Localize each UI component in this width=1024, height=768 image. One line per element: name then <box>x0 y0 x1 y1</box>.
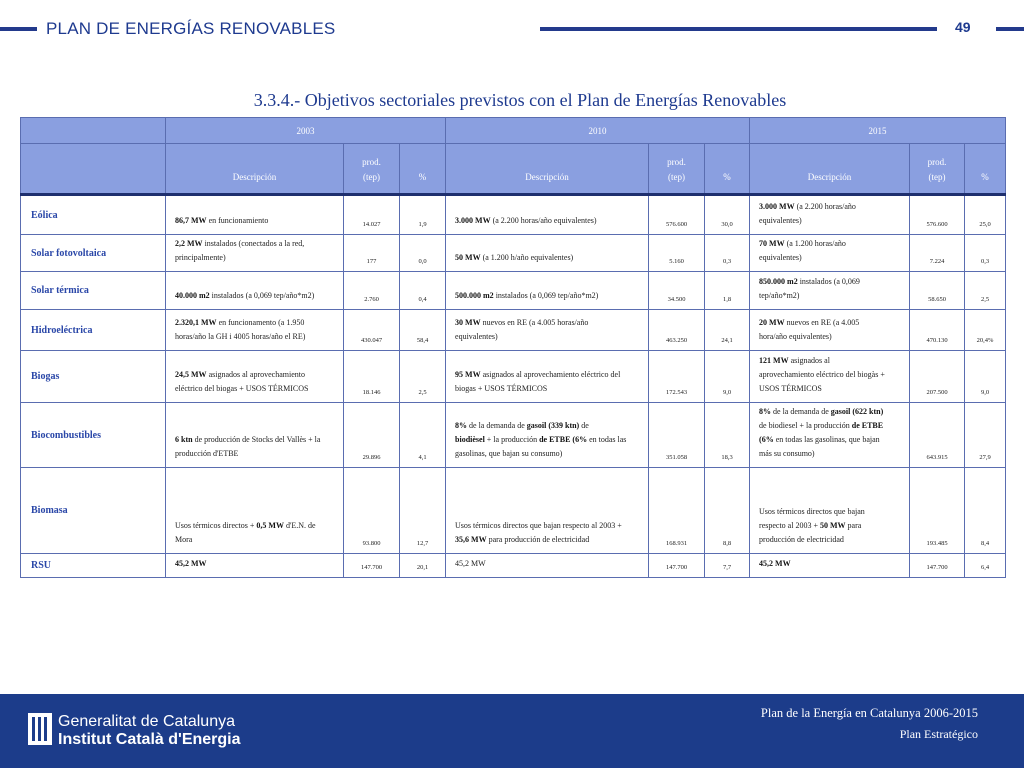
prod-2015: 470.130 <box>910 310 965 351</box>
sector-name: Biogas <box>21 351 166 403</box>
prod-2015: 193.485 <box>910 468 965 554</box>
pct-2015: 9,0 <box>965 351 1006 403</box>
col-pct-2003: % <box>400 144 446 195</box>
pct-2010: 7,7 <box>705 554 750 578</box>
prod-2003: 2.760 <box>344 272 400 310</box>
prod-2015: 58.650 <box>910 272 965 310</box>
table-row <box>21 272 1006 310</box>
col-prod-2010: prod. (tep) <box>649 144 705 195</box>
table-row <box>21 554 1006 578</box>
prod-2010: 172.543 <box>649 351 705 403</box>
sector-name: Eólica <box>21 195 166 235</box>
prod-2015: 147.700 <box>910 554 965 578</box>
pct-2010: 1,8 <box>705 272 750 310</box>
prod-2010: 5.160 <box>649 235 705 272</box>
pct-2015: 25,0 <box>965 195 1006 235</box>
col-pct-2015: % <box>965 144 1006 195</box>
plan-title: Plan de la Energía en Catalunya 2006-2015 <box>760 706 978 720</box>
col-pct-2010: % <box>705 144 750 195</box>
year-header-2003: 2003 <box>166 118 446 144</box>
pct-2010: 8,8 <box>705 468 750 554</box>
desc-2010: 45,2 MW <box>446 554 649 578</box>
sector-name: Solar fotovoltaica <box>21 235 166 272</box>
header-line-right <box>996 27 1024 31</box>
header-line-left <box>0 27 37 31</box>
prod-2015: 576.600 <box>910 195 965 235</box>
header-corner-lower <box>21 144 166 195</box>
table-row <box>21 235 1006 272</box>
pct-2003: 0,4 <box>400 272 446 310</box>
prod-2010: 147.700 <box>649 554 705 578</box>
desc-2015: Usos térmicos directos que bajan respecto al 2003 + 50 MW para producción de electricidad <box>750 468 910 554</box>
desc-2015: 3.000 MW (a 2.200 horas/año equivalentes) <box>750 195 910 235</box>
prod-2010: 463.250 <box>649 310 705 351</box>
pct-2015: 2,5 <box>965 272 1006 310</box>
pct-2015: 27,9 <box>965 403 1006 468</box>
prod-2003: 18.146 <box>344 351 400 403</box>
table-row <box>21 351 1006 403</box>
prod-2010: 168.931 <box>649 468 705 554</box>
year-header-2010: 2010 <box>446 118 750 144</box>
table-row <box>21 195 1006 235</box>
pct-2003: 20,1 <box>400 554 446 578</box>
pct-2010: 30,0 <box>705 195 750 235</box>
col-desc-2015: Descripción <box>750 144 910 195</box>
prod-2003: 93.800 <box>344 468 400 554</box>
institute-name: Institut Català d'Energia <box>58 731 241 748</box>
prod-2010: 576.600 <box>649 195 705 235</box>
desc-2003: 2,2 MW instalados (conectados a la red, principalmente) <box>166 235 344 272</box>
prod-2003: 147.700 <box>344 554 400 578</box>
sector-name: Hidroeléctrica <box>21 310 166 351</box>
desc-2010: 500.000 m2 instalados (a 0,069 tep/año*m2) <box>446 272 649 310</box>
sector-name: Solar térmica <box>21 272 166 310</box>
prod-2010: 351.058 <box>649 403 705 468</box>
desc-2015: 121 MW asignados al aprovechamiento eléctrico del biogàs + USOS TÉRMICOS <box>750 351 910 403</box>
table-body <box>21 195 1006 578</box>
desc-2015: 20 MW nuevos en RE (a 4.005 hora/año equivalentes) <box>750 310 910 351</box>
desc-2015: 8% de la demanda de gasoil (622 ktn) de biodiesel + la producción de ETBE (6% en todas las gasolinas, que bajan más su consumo) <box>750 403 910 468</box>
desc-2003: 24,5 MW asignados al aprovechamiento eléctrico del biogas + USOS TÉRMICOS <box>166 351 344 403</box>
pct-2003: 4,1 <box>400 403 446 468</box>
desc-2010: Usos térmicos directos que bajan respecto al 2003 + 35,6 MW para producción de electricidad <box>446 468 649 554</box>
pct-2015: 0,3 <box>965 235 1006 272</box>
col-desc-2003: Descripción <box>166 144 344 195</box>
desc-2003: 86,7 MW en funcionamiento <box>166 195 344 235</box>
desc-2003: 45,2 MW <box>166 554 344 578</box>
col-prod-2015: prod. (tep) <box>910 144 965 195</box>
col-desc-2010: Descripción <box>446 144 649 195</box>
pct-2003: 12,7 <box>400 468 446 554</box>
org-name: Generalitat de Catalunya <box>58 713 235 730</box>
prod-2003: 430.047 <box>344 310 400 351</box>
pct-2003: 58,4 <box>400 310 446 351</box>
pct-2015: 20,4% <box>965 310 1006 351</box>
pct-2010: 0,3 <box>705 235 750 272</box>
desc-2003: Usos térmicos directos + 0,5 MW d'E.N. de Mora <box>166 468 344 554</box>
desc-2010: 3.000 MW (a 2.200 horas/año equivalentes) <box>446 195 649 235</box>
header-corner <box>21 118 166 144</box>
col-prod-2003: prod. (tep) <box>344 144 400 195</box>
desc-2010: 95 MW asignados al aprovechamiento eléctrico del biogas + USOS TÉRMICOS <box>446 351 649 403</box>
pct-2010: 24,1 <box>705 310 750 351</box>
desc-2003: 2.320,1 MW en funcionamento (a 1.950 horas/año la GH i 4005 horas/año el RE) <box>166 310 344 351</box>
year-header-2015: 2015 <box>750 118 1006 144</box>
prod-2015: 7.224 <box>910 235 965 272</box>
table-row <box>21 403 1006 468</box>
table-row <box>21 310 1006 351</box>
page-number: 49 <box>955 19 971 35</box>
prod-2003: 14.027 <box>344 195 400 235</box>
desc-2003: 40.000 m2 instalados (a 0,069 tep/año*m2) <box>166 272 344 310</box>
desc-2015: 70 MW (a 1.200 horas/año equivalentes) <box>750 235 910 272</box>
desc-2015: 850.000 m2 instalados (a 0,069 tep/año*m2) <box>750 272 910 310</box>
table-row <box>21 468 1006 554</box>
sector-name: Biomasa <box>21 468 166 554</box>
desc-2003: 6 ktn de producción de Stocks del Vallès + la producción d'ETBE <box>166 403 344 468</box>
pct-2010: 9,0 <box>705 351 750 403</box>
desc-2010: 50 MW (a 1.200 h/año equivalentes) <box>446 235 649 272</box>
pct-2015: 8,4 <box>965 468 1006 554</box>
prod-2015: 207.500 <box>910 351 965 403</box>
header-title: PLAN DE ENERGÍAS RENOVABLES <box>46 19 336 38</box>
pct-2003: 0,0 <box>400 235 446 272</box>
sector-name: Biocombustibles <box>21 403 166 468</box>
section-title: 3.3.4.- Objetivos sectoriales previstos con el Plan de Energías Renovables <box>253 90 787 110</box>
prod-2010: 34.500 <box>649 272 705 310</box>
pct-2003: 1,9 <box>400 195 446 235</box>
desc-2010: 8% de la demanda de gasoil (339 ktn) de biodièsel + la producción de ETBE (6% en todas las gasolinas, que bajan su consumo) <box>446 403 649 468</box>
plan-subtitle: Plan Estratégico <box>899 727 978 741</box>
pct-2010: 18,3 <box>705 403 750 468</box>
pct-2003: 2,5 <box>400 351 446 403</box>
generalitat-logo-icon <box>28 713 52 745</box>
header-line-middle <box>540 27 937 31</box>
desc-2010: 30 MW nuevos en RE (a 4.005 horas/año equivalentes) <box>446 310 649 351</box>
objectives-table <box>20 117 1006 578</box>
prod-2003: 177 <box>344 235 400 272</box>
desc-2015: 45,2 MW <box>750 554 910 578</box>
prod-2015: 643.915 <box>910 403 965 468</box>
pct-2015: 6,4 <box>965 554 1006 578</box>
prod-2003: 29.896 <box>344 403 400 468</box>
sector-name: RSU <box>21 554 166 578</box>
